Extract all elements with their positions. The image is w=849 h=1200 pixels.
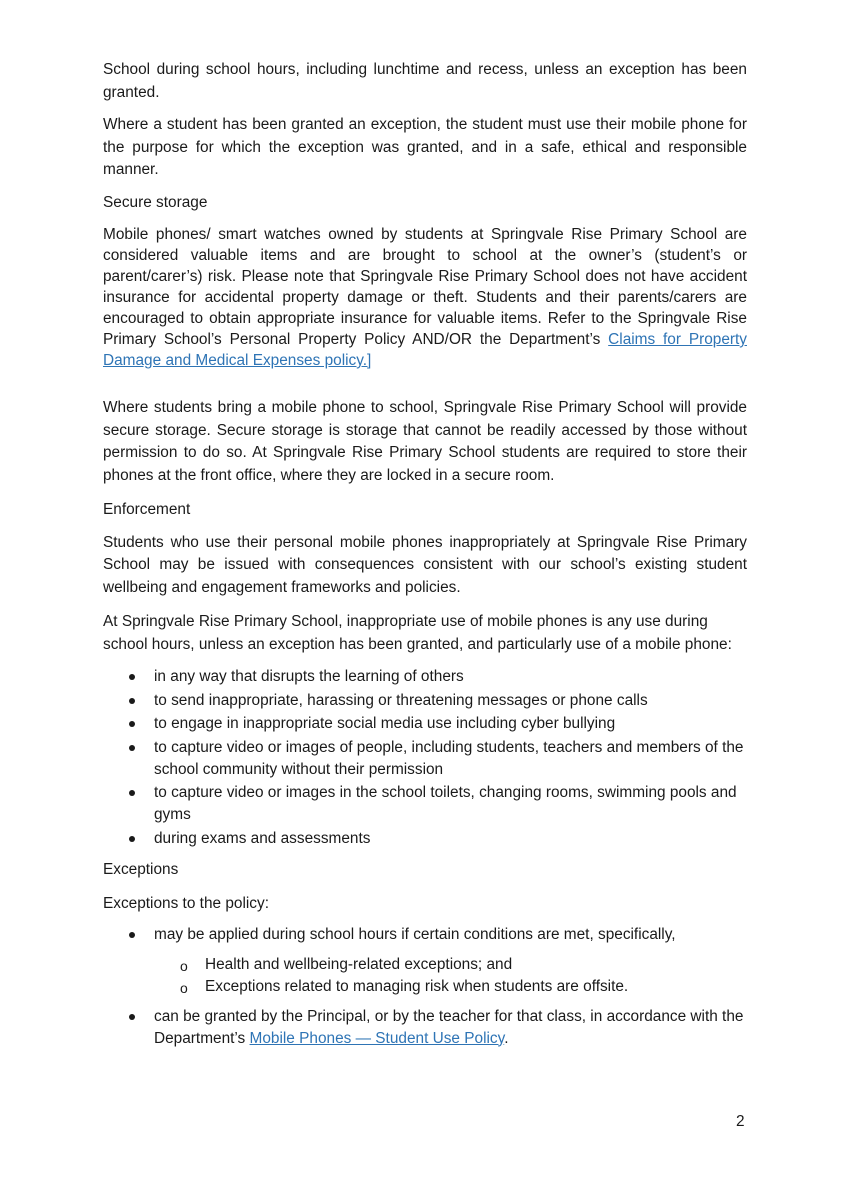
inappropriate-use-list [103, 666, 747, 850]
paragraph: Where a student has been granted an exception, the student must use their mobile phone for the purpose for which the exception was granted, and in a safe, ethical and responsible manner. [103, 116, 747, 178]
circle-bullet-icon: o [180, 979, 188, 996]
mobile-phones-policy-link[interactable]: Mobile Phones — Student Use Policy [249, 1029, 505, 1047]
paragraph: At Springvale Rise Primary School, inappropriate use of mobile phones is any use during school hours, unless an exception has been granted, and particularly use of a mobile phone: [103, 613, 732, 653]
paragraph: Students who use their personal mobile phones inappropriately at Springvale Rise Primary School may be issued with consequences consistent with our school’s existing student wellbeing and engagement frameworks and policies. [103, 533, 747, 596]
exceptions-sublist [154, 954, 747, 998]
exceptions-list [103, 924, 747, 1050]
list-item: can be granted by the Principal, or by the teacher for that class, in accordance with the Department’s Mobile Phones — Student Use Policy. [103, 1006, 747, 1050]
section-heading-enforcement: Enforcement [103, 501, 191, 518]
list-item: to send inappropriate, harassing or threatening messages or phone calls [103, 690, 747, 712]
claims-policy-link[interactable]: Claims for Property Damage and Medical Expenses policy.] [103, 331, 747, 369]
list-item: in any way that disrupts the learning of others [103, 666, 747, 688]
sub-list-item: o Exceptions related to managing risk when students are offsite. [180, 977, 629, 996]
bullet-icon [129, 745, 135, 751]
section-heading-exceptions: Exceptions [103, 860, 179, 878]
paragraph: School during school hours, including lunchtime and recess, unless an exception has been granted. [103, 61, 747, 101]
page-content [103, 59, 747, 1051]
list-item: to capture video or images in the school toilets, changing rooms, swimming pools and gyms [103, 782, 747, 826]
section-heading-secure-storage: Secure storage [103, 193, 208, 211]
sub-list-item: o Health and wellbeing-related exceptions; and [180, 955, 513, 974]
bullet-icon [129, 932, 135, 938]
page-number: 2 [736, 1113, 745, 1130]
bullet-icon [129, 1014, 135, 1020]
bullet-icon [129, 698, 135, 704]
paragraph-text: Mobile phones/ smart watches owned by students at Springvale Rise Primary School are considered valuable items and are brought to school at the owner’s (student’s or parent/carer’s) risk. Please note that Springvale Rise Primary School does not have accident insurance for accidental property damage or theft. Students and their parents/carers are encouraged to obtain appropriate insurance for valuable items. Refer to the Springvale Rise Primary School’s Personal Property Policy AND/OR the Department’s [103, 226, 747, 348]
list-item: to capture video or images of people, including students, teachers and members of the school community without their permission [103, 737, 747, 781]
bullet-icon [129, 790, 135, 796]
list-item: during exams and assessments [103, 828, 747, 850]
bullet-icon [129, 836, 135, 842]
list-item: to engage in inappropriate social media use including cyber bullying [103, 713, 747, 735]
bullet-icon [129, 674, 135, 680]
list-item: may be applied during school hours if certain conditions are met, specifically, o Health and wellbeing-related exceptions; and o Exceptions related to managing risk when students are offsite. [103, 924, 747, 998]
paragraph: Where students bring a mobile phone to school, Springvale Rise Primary School will provide secure storage. Secure storage is storage that cannot be readily accessed by those without permission to do so. At Springvale Rise Primary School students are required to store their phones at the front office, where they are locked in a secure room. [103, 399, 747, 484]
paragraph: Exceptions to the policy: [103, 895, 269, 912]
bullet-icon [129, 721, 135, 727]
circle-bullet-icon: o [180, 957, 188, 974]
paragraph [103, 224, 747, 371]
